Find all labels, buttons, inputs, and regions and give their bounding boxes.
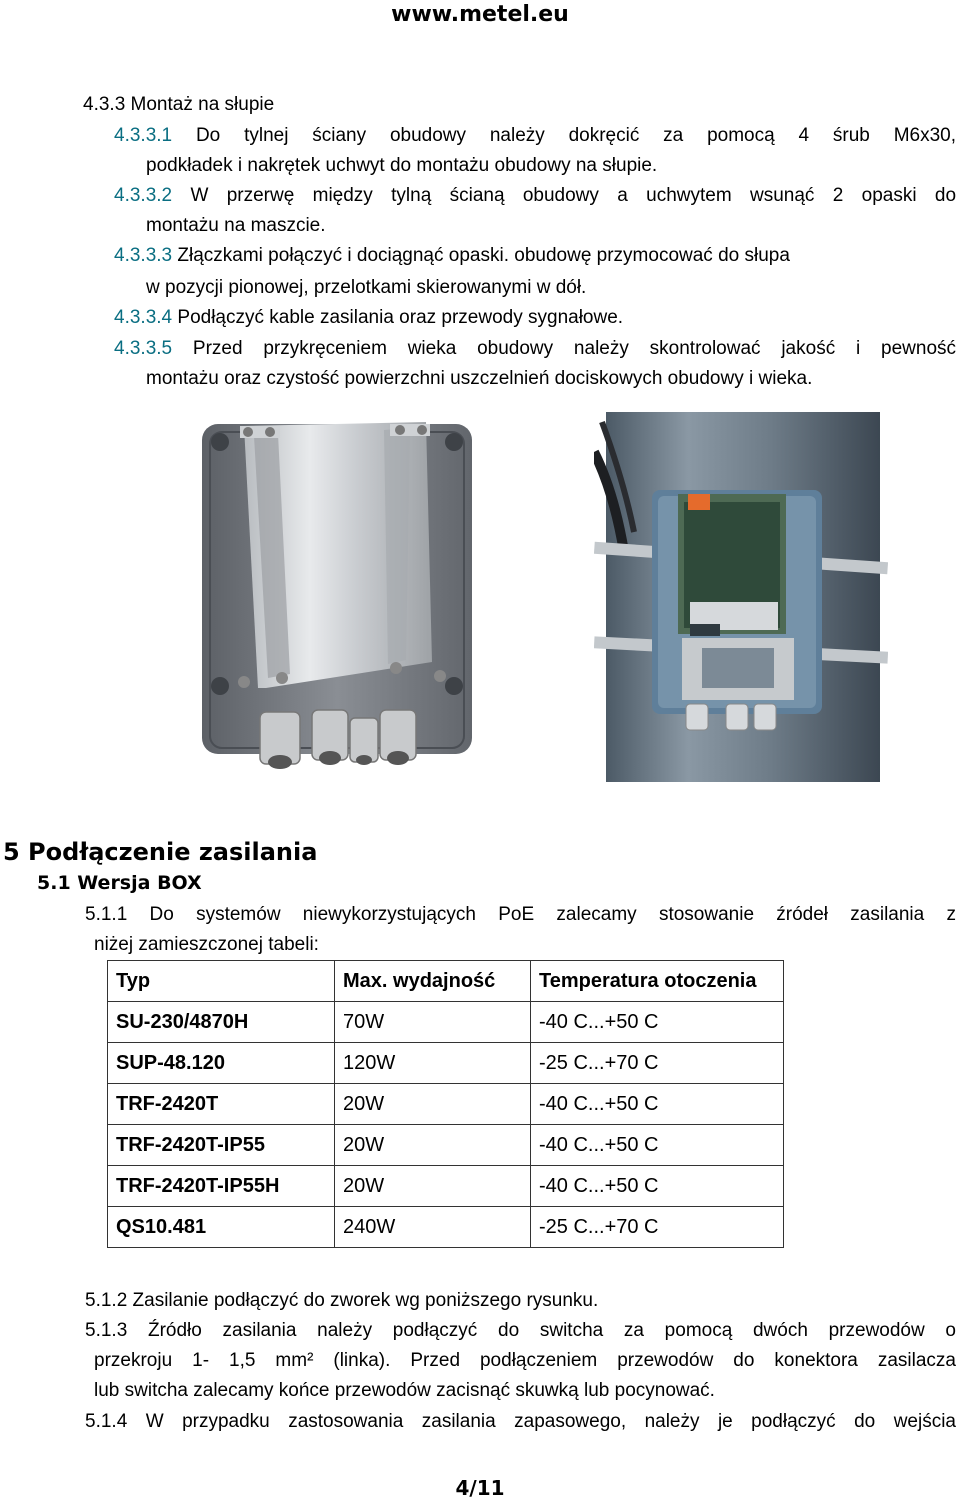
section-title: 4.3.3 Montaż na słupie <box>83 94 275 115</box>
cell-power: 20W <box>335 1125 531 1166</box>
para-5-1-3-line-1: 5.1.3 Źródło zasilania należy podłączyć do switcha za pomocą dwóch przewodów o <box>85 1320 956 1341</box>
table-header-row <box>108 961 784 1002</box>
enclosure-bracket-photo <box>196 412 478 782</box>
cell-type: TRF-2420T <box>108 1084 335 1125</box>
item-3-line-2: w pozycji pionowej, przelotkami skierowanymi w dół. <box>146 277 587 298</box>
table-row <box>108 1166 784 1207</box>
power-supply-table <box>107 960 784 1248</box>
site-header: www.metel.eu <box>391 2 569 27</box>
section-5-title: 5 Podłączenie zasilania <box>3 838 318 866</box>
pole-mounted-enclosure-photo <box>594 412 888 782</box>
cell-type: TRF-2420T-IP55H <box>108 1166 335 1207</box>
cell-type: QS10.481 <box>108 1207 335 1248</box>
cell-power: 240W <box>335 1207 531 1248</box>
item-3-line-1: 4.3.3.3 Złączkami połączyć i dociągnąć opaski. obudowę przymocować do słupa <box>114 245 790 266</box>
table-row <box>108 1207 784 1248</box>
page-number: 4/11 <box>455 1476 505 1500</box>
table-row <box>108 1002 784 1043</box>
col-header-max-power: Max. wydajność <box>335 961 531 1002</box>
item-2-line-1: 4.3.3.2 W przerwę między tylną ścianą obudowy a uchwytem wsunąć 2 opaski do <box>114 185 957 206</box>
table-row <box>108 1043 784 1084</box>
cell-temperature: -40 C...+50 C <box>531 1166 784 1207</box>
cell-temperature: -25 C...+70 C <box>531 1043 784 1084</box>
item-5-line-2: montażu oraz czystość powierzchni uszczelnień dociskowych obudowy i wieka. <box>146 368 813 389</box>
cell-type: TRF-2420T-IP55 <box>108 1125 335 1166</box>
col-header-type: Typ <box>108 961 335 1002</box>
cell-power: 20W <box>335 1166 531 1207</box>
para-5-1-4: 5.1.4 W przypadku zastosowania zasilania zapasowego, należy je podłączyć do wejścia <box>85 1411 956 1432</box>
cell-type: SUP-48.120 <box>108 1043 335 1084</box>
item-1-line-1: 4.3.3.1 Do tylnej ściany obudowy należy dokręcić za pomocą 4 śrub M6x30, <box>114 125 957 146</box>
cell-temperature: -25 C...+70 C <box>531 1207 784 1248</box>
para-5-1-1-line-1: 5.1.1 Do systemów niewykorzystujących PoE zalecamy stosowanie źródeł zasilania z <box>85 904 956 925</box>
cell-power: 20W <box>335 1084 531 1125</box>
table-row <box>108 1125 784 1166</box>
cell-temperature: -40 C...+50 C <box>531 1125 784 1166</box>
section-5-1-title: 5.1 Wersja BOX <box>37 872 202 894</box>
item-2-line-2: montażu na maszcie. <box>146 215 326 236</box>
col-header-temperature: Temperatura otoczenia <box>531 961 784 1002</box>
cell-power: 120W <box>335 1043 531 1084</box>
para-5-1-3-line-2: przekroju 1- 1,5 mm² (linka). Przed podłączeniem przewodów do konektora zasilacza <box>94 1350 956 1371</box>
para-5-1-1-line-2: niżej zamieszczonej tabeli: <box>94 934 319 955</box>
cell-temperature: -40 C...+50 C <box>531 1002 784 1043</box>
para-5-1-3-line-3: lub switcha zalecamy końce przewodów zacisnąć skuwką lub pocynować. <box>94 1380 715 1401</box>
cell-temperature: -40 C...+50 C <box>531 1084 784 1125</box>
cell-type: SU-230/4870H <box>108 1002 335 1043</box>
para-5-1-2: 5.1.2 Zasilanie podłączyć do zworek wg poniższego rysunku. <box>85 1290 599 1311</box>
item-5-line-1: 4.3.3.5 Przed przykręceniem wieka obudowy należy skontrolować jakość i pewność <box>114 338 957 359</box>
item-1-line-2: podkładek i nakrętek uchwyt do montażu obudowy na słupie. <box>146 155 658 176</box>
item-4-line-1: 4.3.3.4 Podłączyć kable zasilania oraz przewody sygnałowe. <box>114 307 624 328</box>
table-row <box>108 1084 784 1125</box>
cell-power: 70W <box>335 1002 531 1043</box>
